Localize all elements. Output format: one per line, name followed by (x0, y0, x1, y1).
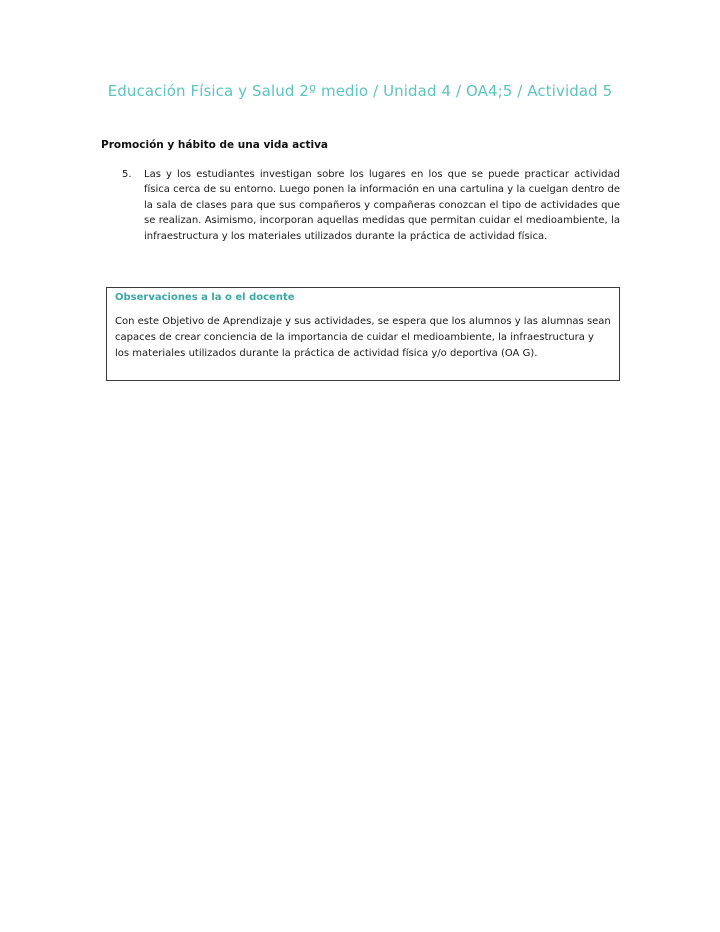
activity-text: Las y los estudiantes investigan sobre los lugares en los que se puede practicar actividad física cerca de su entorno. Luego ponen la información en una cartulina y la cuelgan dentro de la sala de clases para que sus compañeros y compañeras conozcan el tipo de actividades que se realizan. Asimismo, incorporan aquellas medidas que permitan cuidar el medioambiente, la infraestructura y los materiales utilizados durante la práctica de actividad física. (144, 169, 620, 242)
teacher-notes-text: Con este Objetivo de Aprendizaje y sus actividades, se espera que los alumnos y las alumnas sean capaces de crear conciencia de la importancia de cuidar el medioambiente, la infraestructura y los materiales utilizados durante la práctica de actividad física y/o deportiva (OA G). (115, 316, 611, 359)
teacher-notes-box (106, 287, 620, 381)
activity-number: 5. (122, 169, 132, 180)
page-title: Educación Física y Salud 2º medio / Unidad 4 / OA4;5 / Actividad 5 (107, 82, 613, 100)
teacher-notes-title: Observaciones a la o el docente (115, 292, 295, 303)
activity-item (122, 167, 620, 244)
section-title: Promoción y hábito de una vida activa (101, 139, 329, 151)
